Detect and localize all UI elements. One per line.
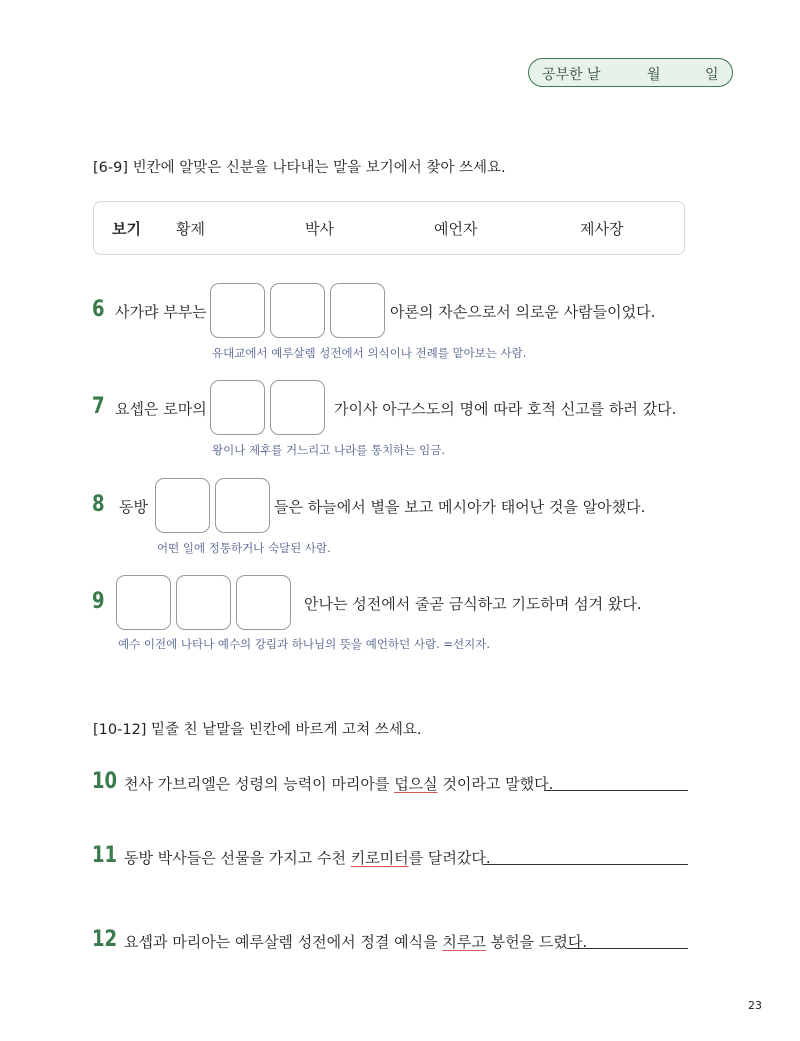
sentence-after: 를 달려갔다.	[408, 849, 491, 867]
sentence-before: 천사 가브리엘은 성령의 능력이 마리아를	[124, 775, 395, 793]
question-text-after: 안나는 성전에서 줄곧 금식하고 기도하며 섬겨 왔다.	[304, 595, 642, 613]
word-bank	[93, 201, 685, 255]
answer-line[interactable]	[544, 790, 688, 791]
answer-cell[interactable]	[270, 380, 325, 435]
question-text-before: 동방	[119, 498, 148, 516]
question-text-after: 가이사 아구스도의 명에 따라 호적 신고를 하러 갔다.	[334, 400, 677, 418]
question-sentence	[124, 847, 491, 868]
word-bank-item: 예언자	[434, 220, 478, 238]
answer-line[interactable]	[483, 864, 688, 865]
section1-instruction: [6-9] 빈칸에 알맞은 신분을 나타내는 말을 보기에서 찾아 쓰세요.	[93, 160, 506, 176]
question-hint: 어떤 일에 정통하거나 숙달된 사람.	[157, 541, 331, 555]
question-number: 6	[92, 297, 105, 322]
page-number: 23	[748, 999, 762, 1012]
question-text-before: 사가랴 부부는	[115, 303, 207, 321]
section2-instruction: [10-12] 밑줄 친 낱말을 빈칸에 바르게 고쳐 쓰세요.	[93, 722, 422, 738]
question-sentence	[124, 931, 587, 952]
month-label: 월	[647, 67, 661, 83]
question-hint: 왕이나 제후를 거느리고 나라를 통치하는 임금.	[212, 443, 446, 457]
question-text-before: 요셉은 로마의	[115, 400, 207, 418]
word-bank-label: 보기	[112, 220, 141, 238]
answer-cell[interactable]	[270, 283, 325, 338]
day-label: 일	[705, 67, 719, 83]
question-number: 9	[92, 589, 105, 614]
answer-cell[interactable]	[236, 575, 291, 630]
sentence-after: 것이라고 말했다.	[437, 775, 554, 793]
question-sentence	[124, 773, 553, 794]
question-hint: 예수 이전에 나타나 예수의 강림과 하나님의 뜻을 예언하던 사람. =선지자.	[118, 637, 491, 651]
answer-line[interactable]	[567, 948, 688, 949]
answer-cell[interactable]	[215, 478, 270, 533]
answer-cell[interactable]	[176, 575, 231, 630]
question-number: 12	[92, 927, 118, 952]
underlined-word: 덥으실	[394, 775, 438, 793]
question-text-after: 들은 하늘에서 별을 보고 메시아가 태어난 것을 알아챘다.	[274, 498, 646, 516]
answer-cell[interactable]	[116, 575, 171, 630]
question-number: 8	[92, 492, 105, 517]
answer-cell[interactable]	[210, 283, 265, 338]
question-hint: 유대교에서 예루살렘 성전에서 의식이나 전례를 맡아보는 사람.	[212, 346, 527, 360]
question-number: 11	[92, 843, 118, 868]
study-date-badge	[528, 58, 733, 87]
sentence-after: 봉헌을 드렸다.	[485, 933, 588, 951]
word-bank-item: 박사	[305, 220, 334, 238]
question-number: 7	[92, 394, 105, 419]
word-bank-item: 제사장	[580, 220, 624, 238]
question-number: 10	[92, 769, 118, 794]
sentence-before: 요셉과 마리아는 예루살렘 성전에서 정결 예식을	[124, 933, 443, 951]
answer-cell[interactable]	[330, 283, 385, 338]
underlined-word: 키로미터	[350, 849, 409, 867]
study-date-label: 공부한 날	[542, 67, 601, 83]
word-bank-item: 황제	[176, 220, 205, 238]
underlined-word: 치루고	[442, 933, 486, 951]
question-text-after: 아론의 자손으로서 의로운 사람들이었다.	[390, 303, 656, 321]
answer-cell[interactable]	[210, 380, 265, 435]
answer-cell[interactable]	[155, 478, 210, 533]
sentence-before: 동방 박사들은 선물을 가지고 수천	[124, 849, 351, 867]
